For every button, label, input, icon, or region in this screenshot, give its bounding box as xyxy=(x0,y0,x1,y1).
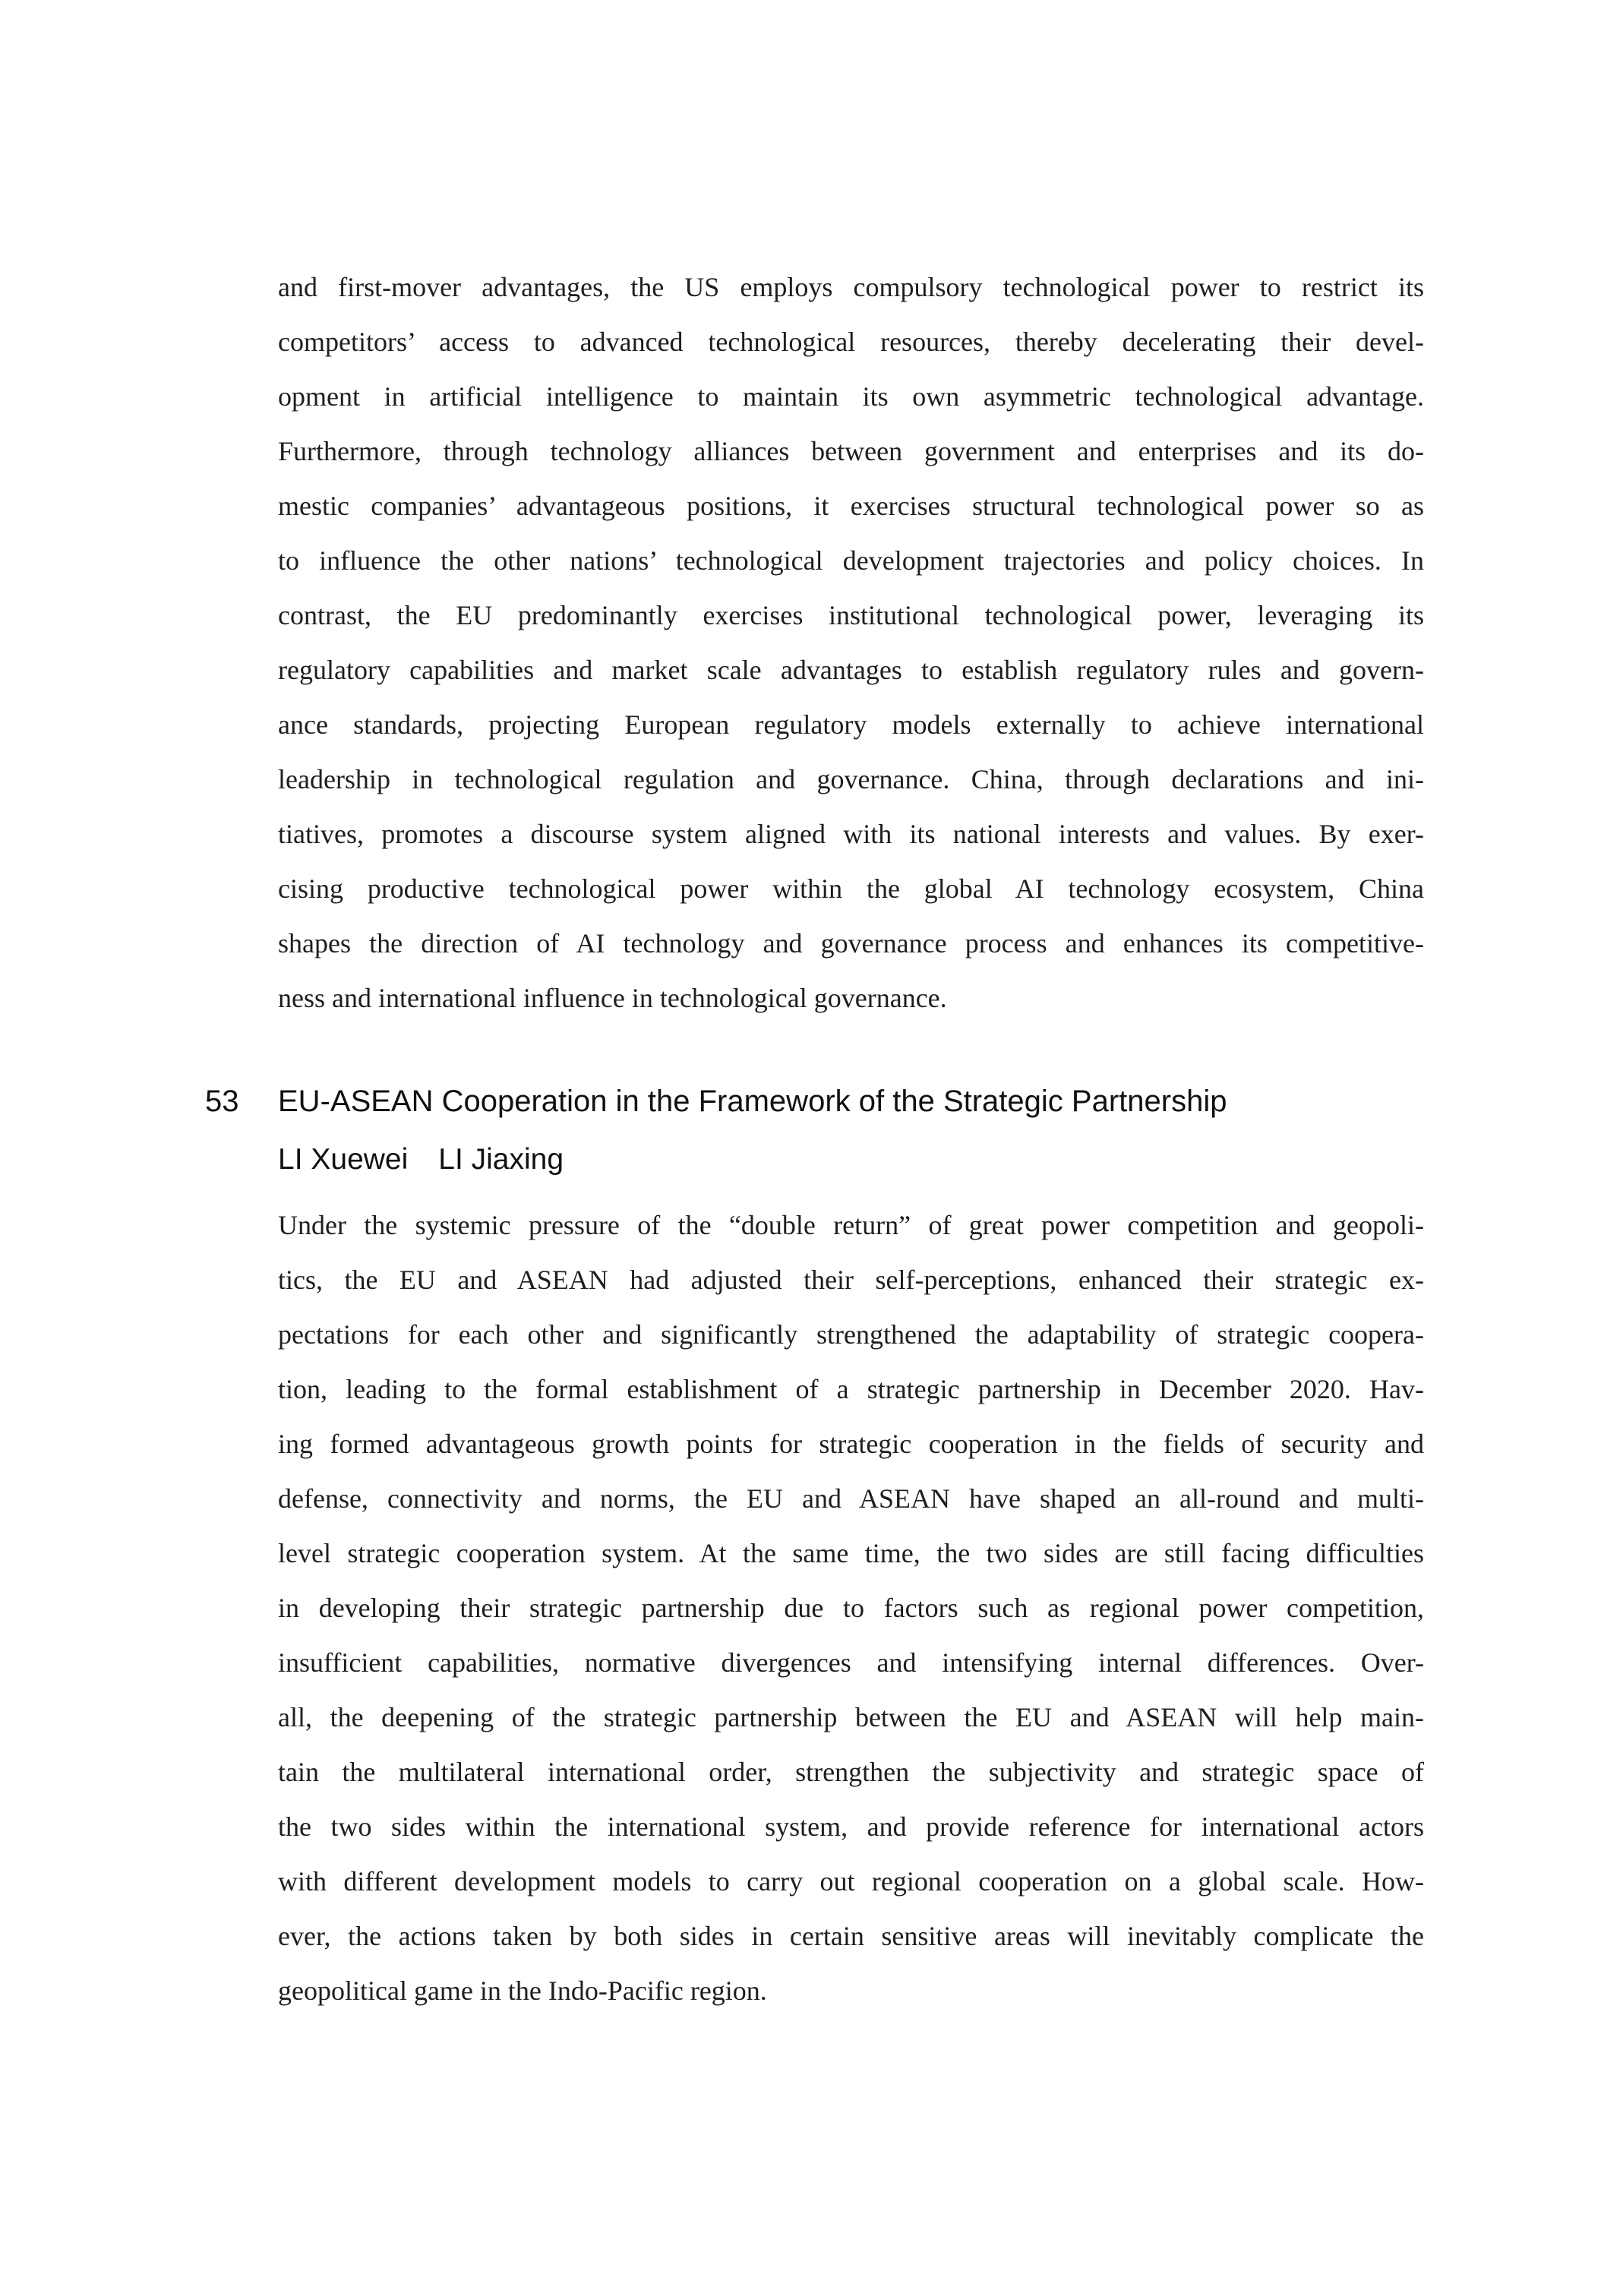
abstract-line: ance standards, projecting European regulatory models externally to achieve international xyxy=(278,709,1424,740)
abstract-line: the two sides within the international system, and provide reference for international actors xyxy=(278,1811,1424,1842)
abstract-line: cising productive technological power within the global AI technology ecosystem, China xyxy=(278,873,1424,904)
abstract-line: tain the multilateral international order, strengthen the subjectivity and strategic space of xyxy=(278,1757,1424,1787)
abstract-line: ness and international influence in technological governance. xyxy=(278,983,947,1013)
abstract-line: ever, the actions taken by both sides in certain sensitive areas will inevitably complicate the xyxy=(278,1921,1424,1951)
article-title: EU-ASEAN Cooperation in the Framework of the Strategic Partnership xyxy=(278,1085,1227,1118)
abstract-line: pectations for each other and significantly strengthened the adaptability of strategic coopera- xyxy=(278,1319,1424,1350)
article-number: 53 xyxy=(205,1085,239,1118)
abstract-line: insufficient capabilities, normative divergences and intensifying internal differences. Over- xyxy=(278,1647,1424,1678)
abstract-line: to influence the other nations’ technological development trajectories and policy choices. In xyxy=(278,545,1424,576)
abstract-line: tics, the EU and ASEAN had adjusted their self-perceptions, enhanced their strategic ex- xyxy=(278,1265,1424,1295)
author-name: LI Jiaxing xyxy=(438,1143,564,1176)
abstract-line: opment in artificial intelligence to maintain its own asymmetric technological advantage. xyxy=(278,381,1424,412)
article-authors xyxy=(278,1137,564,1183)
abstract-line: mestic companies’ advantageous positions, it exercises structural technological power so as xyxy=(278,491,1424,521)
abstract-line: and first-mover advantages, the US employs compulsory technological power to restrict its xyxy=(278,272,1424,302)
abstract-line: Under the systemic pressure of the “double return” of great power competition and geopoli- xyxy=(278,1210,1424,1240)
abstract-line: leadership in technological regulation and governance. China, through declarations and ini- xyxy=(278,764,1424,794)
abstract-line: all, the deepening of the strategic partnership between the EU and ASEAN will help main- xyxy=(278,1702,1424,1732)
abstract-line: in developing their strategic partnership due to factors such as regional power competition, xyxy=(278,1593,1424,1623)
abstract-line: with different development models to carry out regional cooperation on a global scale. How- xyxy=(278,1866,1424,1896)
author-name: LI Xuewei xyxy=(278,1143,409,1176)
abstract-line: tion, leading to the formal establishment of a strategic partnership in December 2020. Hav- xyxy=(278,1374,1424,1404)
abstract-line: level strategic cooperation system. At the same time, the two sides are still facing difficulties xyxy=(278,1538,1424,1568)
article-abstract xyxy=(278,1198,1424,2018)
article-heading xyxy=(205,1079,1496,1124)
abstract-line: competitors’ access to advanced technological resources, thereby decelerating their devel- xyxy=(278,327,1424,357)
abstract-line: contrast, the EU predominantly exercises institutional technological power, leveraging its xyxy=(278,600,1424,630)
abstract-line: shapes the direction of AI technology and governance process and enhances its competitive- xyxy=(278,928,1424,959)
abstract-line: Furthermore, through technology alliances between government and enterprises and its do- xyxy=(278,436,1424,466)
abstract-line: geopolitical game in the Indo-Pacific region. xyxy=(278,1975,767,2006)
continued-abstract xyxy=(278,260,1424,1025)
abstract-line: defense, connectivity and norms, the EU and ASEAN have shaped an all-round and multi- xyxy=(278,1483,1424,1514)
abstract-line: regulatory capabilities and market scale advantages to establish regulatory rules and govern- xyxy=(278,655,1424,685)
abstract-line: tiatives, promotes a discourse system aligned with its national interests and values. By exer- xyxy=(278,819,1424,849)
abstract-line: ing formed advantageous growth points for strategic cooperation in the fields of security and xyxy=(278,1429,1424,1459)
